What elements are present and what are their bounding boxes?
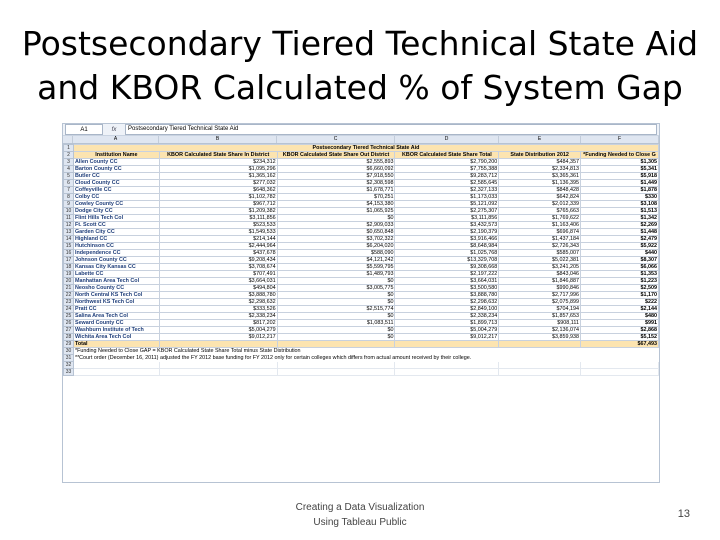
funding-needed-cell[interactable]: $2,479 (580, 236, 658, 243)
share-out-district-cell[interactable]: $4,121,242 (277, 257, 395, 264)
table-row (64, 250, 659, 257)
total-empty-cell[interactable] (395, 341, 499, 348)
funding-needed-cell[interactable]: $1,353 (580, 271, 658, 278)
empty-cell[interactable] (580, 362, 658, 369)
funding-needed-cell[interactable]: $991 (580, 320, 658, 327)
state-distribution-cell[interactable]: $642,824 (499, 194, 581, 201)
empty-cell[interactable] (580, 369, 658, 376)
table-row (64, 166, 659, 173)
share-out-district-cell[interactable]: $5,599,795 (277, 264, 395, 271)
share-out-district-cell[interactable]: $0 (277, 313, 395, 320)
share-out-district-cell[interactable]: $0 (277, 299, 395, 306)
share-total-cell[interactable]: $9,283,712 (395, 173, 499, 180)
institution-name-cell[interactable]: Hutchinson CC (73, 243, 159, 250)
table-row (64, 334, 659, 341)
row-number: 23 (64, 299, 74, 306)
share-in-district-cell[interactable]: $333,526 (159, 306, 277, 313)
share-out-district-cell[interactable]: $2,308,598 (277, 180, 395, 187)
row-number: 12 (64, 222, 74, 229)
table-row (64, 180, 659, 187)
table-row (64, 229, 659, 236)
column-header-row (63, 136, 659, 144)
share-total-cell[interactable]: $5,004,279 (395, 327, 499, 334)
row-number: 30 (64, 348, 74, 355)
share-total-cell[interactable]: $2,849,100 (395, 306, 499, 313)
share-total-cell[interactable]: $2,585,645 (395, 180, 499, 187)
page-number: 13 (677, 508, 690, 520)
share-total-cell[interactable]: $2,790,200 (395, 159, 499, 166)
funding-needed-cell[interactable]: $2,509 (580, 285, 658, 292)
funding-needed-cell[interactable]: $2,144 (580, 306, 658, 313)
institution-name-cell[interactable]: Northwest KS Tech Col (73, 299, 159, 306)
fx-icon[interactable]: fx (111, 126, 117, 133)
state-distribution-cell[interactable]: $585,007 (499, 250, 581, 257)
row-number: 9 (64, 201, 74, 208)
table-row (64, 243, 659, 250)
share-total-cell[interactable]: $3,111,856 (395, 215, 499, 222)
state-distribution-cell[interactable]: $2,012,339 (499, 201, 581, 208)
share-total-cell[interactable]: $5,121,092 (395, 201, 499, 208)
institution-name-cell[interactable]: Cloud County CC (73, 180, 159, 187)
state-distribution-cell[interactable]: $3,859,938 (499, 334, 581, 341)
funding-needed-cell[interactable]: $1,513 (580, 208, 658, 215)
table-row (64, 264, 659, 271)
state-distribution-cell[interactable]: $1,846,887 (499, 278, 581, 285)
funding-needed-cell[interactable]: $5,918 (580, 173, 658, 180)
table-row (64, 257, 659, 264)
institution-name-cell[interactable]: Dodge City CC (73, 208, 159, 215)
state-distribution-cell[interactable]: $2,136,074 (499, 327, 581, 334)
empty-cell[interactable] (499, 362, 581, 369)
share-out-district-cell[interactable]: $2,515,774 (277, 306, 395, 313)
empty-cell[interactable] (277, 362, 395, 369)
empty-cell[interactable] (277, 369, 395, 376)
share-out-district-cell[interactable]: $2,555,893 (277, 159, 395, 166)
funding-needed-cell[interactable]: $5,341 (580, 166, 658, 173)
row-number: 3 (64, 159, 74, 166)
empty-cell[interactable] (395, 362, 499, 369)
empty-cell[interactable] (159, 362, 277, 369)
share-in-district-cell[interactable]: $967,712 (159, 201, 277, 208)
row-number: 24 (64, 306, 74, 313)
share-out-district-cell[interactable]: $0 (277, 327, 395, 334)
total-empty-cell[interactable] (159, 341, 277, 348)
institution-name-cell[interactable]: Ft. Scott CC (73, 222, 159, 229)
table-row (64, 194, 659, 201)
share-out-district-cell[interactable]: $1,678,771 (277, 187, 395, 194)
share-total-cell[interactable]: $1,899,713 (395, 320, 499, 327)
state-distribution-cell[interactable]: $908,111 (499, 320, 581, 327)
state-distribution-cell[interactable]: $3,365,361 (499, 173, 581, 180)
institution-name-cell[interactable]: Colby CC (73, 194, 159, 201)
share-total-cell[interactable]: $3,888,780 (395, 292, 499, 299)
share-out-district-cell[interactable]: $6,204,020 (277, 243, 395, 250)
share-total-cell[interactable]: $1,025,768 (395, 250, 499, 257)
funding-needed-cell[interactable]: $3,108 (580, 201, 658, 208)
row-number: 6 (64, 180, 74, 187)
empty-cell[interactable] (159, 369, 277, 376)
spreadsheet-screenshot (62, 123, 660, 483)
share-in-district-cell[interactable]: $1,095,296 (159, 166, 277, 173)
total-row (64, 341, 659, 348)
table-row (64, 215, 659, 222)
share-total-cell[interactable]: $9,308,668 (395, 264, 499, 271)
state-distribution-cell[interactable]: $3,241,205 (499, 264, 581, 271)
total-value-cell[interactable]: $67,493 (580, 341, 658, 348)
row-number: 14 (64, 236, 74, 243)
row-number: 16 (64, 250, 74, 257)
table-row (64, 271, 659, 278)
share-in-district-cell[interactable]: $3,888,780 (159, 292, 277, 299)
empty-cell[interactable] (73, 369, 159, 376)
state-distribution-cell[interactable]: $843,046 (499, 271, 581, 278)
share-out-district-cell[interactable]: $588,090 (277, 250, 395, 257)
table-row (64, 306, 659, 313)
share-total-cell[interactable]: $3,916,466 (395, 236, 499, 243)
header-share-total[interactable]: KBOR Calculated State Share Total (395, 152, 499, 159)
share-in-district-cell[interactable]: $2,298,632 (159, 299, 277, 306)
institution-name-cell[interactable]: Garden City CC (73, 229, 159, 236)
funding-needed-cell[interactable]: $1,448 (580, 229, 658, 236)
share-out-district-cell[interactable]: $4,153,380 (277, 201, 395, 208)
note-1-cell[interactable]: *Funding Needed to Close GAP = KBOR Calculated State Share Total minus State Distribution (74, 348, 301, 354)
share-in-district-cell[interactable]: $234,312 (159, 159, 277, 166)
share-in-district-cell[interactable]: $437,678 (159, 250, 277, 257)
table-row (64, 222, 659, 229)
share-in-district-cell[interactable]: $707,491 (159, 271, 277, 278)
share-out-district-cell[interactable]: $3,702,322 (277, 236, 395, 243)
share-in-district-cell[interactable]: $3,111,856 (159, 215, 277, 222)
row-number: 27 (64, 327, 74, 334)
total-label-cell[interactable]: Total (73, 341, 159, 348)
funding-needed-cell[interactable]: $222 (580, 299, 658, 306)
column-header-c[interactable]: C (277, 136, 395, 143)
row-number: 11 (64, 215, 74, 222)
slide-title (20, 22, 700, 110)
share-out-district-cell[interactable]: $0 (277, 278, 395, 285)
share-in-district-cell[interactable]: $1,102,782 (159, 194, 277, 201)
table-row (64, 292, 659, 299)
state-distribution-cell[interactable]: $1,857,653 (499, 313, 581, 320)
funding-needed-cell[interactable]: $440 (580, 250, 658, 257)
share-total-cell[interactable]: $13,329,708 (395, 257, 499, 264)
note-row (64, 355, 659, 362)
table-row (64, 285, 659, 292)
share-in-district-cell[interactable]: $9,208,434 (159, 257, 277, 264)
institution-name-cell[interactable]: Pratt CC (73, 306, 159, 313)
share-total-cell[interactable]: $9,012,217 (395, 334, 499, 341)
table-row (64, 299, 659, 306)
share-out-district-cell[interactable]: $0 (277, 292, 395, 299)
row-number: 5 (64, 173, 74, 180)
institution-name-cell[interactable]: Neosho County CC (73, 285, 159, 292)
empty-cell[interactable] (395, 369, 499, 376)
row-number: 31 (64, 355, 74, 362)
table-row (64, 173, 659, 180)
empty-cell[interactable] (499, 369, 581, 376)
column-header-a[interactable]: A (73, 136, 159, 143)
institution-name-cell[interactable]: Barton County CC (73, 166, 159, 173)
share-in-district-cell[interactable]: $9,012,217 (159, 334, 277, 341)
share-in-district-cell[interactable]: $2,338,234 (159, 313, 277, 320)
funding-needed-cell[interactable]: $1,170 (580, 292, 658, 299)
note-row (64, 348, 659, 355)
funding-needed-cell[interactable]: $1,223 (580, 278, 658, 285)
state-distribution-cell[interactable]: $1,163,406 (499, 222, 581, 229)
total-empty-cell[interactable] (277, 341, 395, 348)
institution-name-cell[interactable]: Coffeyville CC (73, 187, 159, 194)
sheet-title-row (64, 145, 659, 152)
institution-name-cell[interactable]: Manhattan Area Tech Col (73, 278, 159, 285)
state-distribution-cell[interactable]: $1,437,184 (499, 236, 581, 243)
share-out-district-cell[interactable]: $7,918,550 (277, 173, 395, 180)
column-header-e[interactable]: E (499, 136, 581, 143)
share-total-cell[interactable]: $3,432,573 (395, 222, 499, 229)
institution-name-cell[interactable]: Wichita Area Tech Col (73, 334, 159, 341)
state-distribution-cell[interactable]: $2,334,813 (499, 166, 581, 173)
share-in-district-cell[interactable]: $277,032 (159, 180, 277, 187)
share-total-cell[interactable]: $2,298,632 (395, 299, 499, 306)
share-in-district-cell[interactable]: $494,804 (159, 285, 277, 292)
state-distribution-cell[interactable]: $696,874 (499, 229, 581, 236)
table-row (64, 313, 659, 320)
funding-needed-cell[interactable]: $8,307 (580, 257, 658, 264)
share-out-district-cell[interactable]: $0 (277, 334, 395, 341)
share-out-district-cell[interactable]: $1,065,925 (277, 208, 395, 215)
row-number: 2 (64, 152, 74, 159)
row-number: 21 (64, 285, 74, 292)
header-share-out-district[interactable]: KBOR Calculated State Share Out District (277, 152, 395, 159)
funding-needed-cell[interactable]: $2,269 (580, 222, 658, 229)
institution-name-cell[interactable]: Salina Area Tech Col (73, 313, 159, 320)
share-total-cell[interactable]: $2,197,222 (395, 271, 499, 278)
state-distribution-cell[interactable]: $2,726,343 (499, 243, 581, 250)
column-header-b[interactable]: B (159, 136, 277, 143)
state-distribution-cell[interactable]: $765,663 (499, 208, 581, 215)
name-box[interactable]: A1 (65, 124, 103, 135)
share-total-cell[interactable]: $3,500,580 (395, 285, 499, 292)
formula-input[interactable]: Postsecondary Tiered Technical State Aid (125, 124, 657, 135)
row-number: 26 (64, 320, 74, 327)
state-distribution-cell[interactable]: $848,428 (499, 187, 581, 194)
institution-name-cell[interactable]: Seward County CC (73, 320, 159, 327)
formula-bar (63, 124, 659, 136)
share-in-district-cell[interactable]: $2,444,964 (159, 243, 277, 250)
institution-name-cell[interactable]: Washburn Institute of Tech (73, 327, 159, 334)
funding-needed-cell[interactable]: $6,066 (580, 264, 658, 271)
table-row (64, 159, 659, 166)
share-in-district-cell[interactable]: $648,362 (159, 187, 277, 194)
row-number: 17 (64, 257, 74, 264)
share-total-cell[interactable]: $2,275,307 (395, 208, 499, 215)
column-header-d[interactable]: D (395, 136, 499, 143)
share-out-district-cell[interactable]: $1,083,511 (277, 320, 395, 327)
share-in-district-cell[interactable]: $3,708,674 (159, 264, 277, 271)
header-share-in-district[interactable]: KBOR Calculated State Share In District (159, 152, 277, 159)
institution-name-cell[interactable]: Independence CC (73, 250, 159, 257)
table-row (64, 201, 659, 208)
share-in-district-cell[interactable]: $1,365,162 (159, 173, 277, 180)
table-row (64, 278, 659, 285)
row-number: 8 (64, 194, 74, 201)
institution-name-cell[interactable]: Butler CC (73, 173, 159, 180)
header-state-distribution[interactable]: State Distribution 2012 (499, 152, 581, 159)
institution-name-cell[interactable]: Labette CC (73, 271, 159, 278)
share-in-district-cell[interactable]: $523,533 (159, 222, 277, 229)
table-row (64, 208, 659, 215)
row-number: 10 (64, 208, 74, 215)
funding-needed-cell[interactable]: $1,305 (580, 159, 658, 166)
table-row (64, 320, 659, 327)
share-in-district-cell[interactable]: $3,664,031 (159, 278, 277, 285)
state-distribution-cell[interactable]: $2,717,996 (499, 292, 581, 299)
blank-row (64, 369, 659, 376)
table-row (64, 327, 659, 334)
row-number: 4 (64, 166, 74, 173)
table-row (64, 236, 659, 243)
funding-needed-cell[interactable]: $480 (580, 313, 658, 320)
note-2-cell[interactable]: **Court order (December 16, 2011) adjusted the FY 2012 base funding for FY 2012 only for certain colleges which differs from actual amount received by their college. (74, 355, 472, 361)
share-total-cell[interactable]: $8,648,984 (395, 243, 499, 250)
funding-needed-cell[interactable]: $1,878 (580, 187, 658, 194)
state-distribution-cell[interactable]: $990,846 (499, 285, 581, 292)
share-out-district-cell[interactable]: $70,251 (277, 194, 395, 201)
state-distribution-cell[interactable]: $5,022,381 (499, 257, 581, 264)
share-out-district-cell[interactable]: $0,650,848 (277, 229, 395, 236)
funding-needed-cell[interactable]: $5,922 (580, 243, 658, 250)
header-row (64, 152, 659, 159)
table-row (64, 187, 659, 194)
institution-name-cell[interactable]: Kansas City Kansas CC (73, 264, 159, 271)
row-number: 28 (64, 334, 74, 341)
row-number: 32 (64, 362, 74, 369)
state-distribution-cell[interactable]: $2,075,899 (499, 299, 581, 306)
institution-name-cell[interactable]: Cowley County CC (73, 201, 159, 208)
column-header-f[interactable]: F (581, 136, 659, 143)
institution-name-cell[interactable]: Allen County CC (73, 159, 159, 166)
row-number: 13 (64, 229, 74, 236)
row-number: 20 (64, 278, 74, 285)
share-total-cell[interactable]: $7,755,388 (395, 166, 499, 173)
row-number: 25 (64, 313, 74, 320)
share-in-district-cell[interactable]: $1,549,533 (159, 229, 277, 236)
row-number: 29 (64, 341, 74, 348)
share-in-district-cell[interactable]: $1,209,382 (159, 208, 277, 215)
row-number: 1 (64, 145, 74, 152)
institution-name-cell[interactable]: Johnson County CC (73, 257, 159, 264)
share-total-cell[interactable]: $1,173,033 (395, 194, 499, 201)
share-out-district-cell[interactable]: $1,489,793 (277, 271, 395, 278)
funding-needed-cell[interactable]: $2,868 (580, 327, 658, 334)
sheet-title-cell[interactable]: Postsecondary Tiered Technical State Aid (73, 145, 658, 152)
funding-needed-cell[interactable]: $330 (580, 194, 658, 201)
select-all-corner[interactable] (63, 136, 73, 143)
share-out-district-cell[interactable]: $2,909,033 (277, 222, 395, 229)
spreadsheet-grid (63, 144, 659, 376)
footer-line-2: Using Tableau Public (313, 517, 407, 528)
share-total-cell[interactable]: $2,190,379 (395, 229, 499, 236)
state-distribution-cell[interactable]: $704,194 (499, 306, 581, 313)
row-number: 19 (64, 271, 74, 278)
header-institution-name[interactable]: Institution Name (73, 152, 159, 159)
share-out-district-cell[interactable]: $3,005,775 (277, 285, 395, 292)
row-number: 22 (64, 292, 74, 299)
header-funding-needed[interactable]: *Funding Needed to Close G (580, 152, 658, 159)
funding-needed-cell[interactable]: $1,449 (580, 180, 658, 187)
share-in-district-cell[interactable]: $817,202 (159, 320, 277, 327)
total-empty-cell[interactable] (499, 341, 581, 348)
share-in-district-cell[interactable]: $5,004,279 (159, 327, 277, 334)
institution-name-cell[interactable]: Flint Hills Tech Col (73, 215, 159, 222)
share-out-district-cell[interactable]: $0 (277, 215, 395, 222)
state-distribution-cell[interactable]: $1,136,395 (499, 180, 581, 187)
share-total-cell[interactable]: $3,664,031 (395, 278, 499, 285)
slide-footer (270, 500, 450, 530)
row-number: 33 (64, 369, 74, 376)
empty-cell[interactable] (73, 362, 159, 369)
state-distribution-cell[interactable]: $1,769,622 (499, 215, 581, 222)
funding-needed-cell[interactable]: $1,342 (580, 215, 658, 222)
row-number: 7 (64, 187, 74, 194)
share-total-cell[interactable]: $2,327,133 (395, 187, 499, 194)
institution-name-cell[interactable]: North Central KS Tech Col (73, 292, 159, 299)
share-in-district-cell[interactable]: $214,144 (159, 236, 277, 243)
funding-needed-cell[interactable]: $5,152 (580, 334, 658, 341)
row-number: 18 (64, 264, 74, 271)
slide-title-line-1: Postsecondary Tiered Technical State Aid (21, 24, 699, 63)
institution-name-cell[interactable]: Highland CC (73, 236, 159, 243)
row-number: 15 (64, 243, 74, 250)
share-out-district-cell[interactable]: $6,660,092 (277, 166, 395, 173)
state-distribution-cell[interactable]: $484,357 (499, 159, 581, 166)
footer-line-1: Creating a Data Visualization (295, 502, 425, 513)
blank-row (64, 362, 659, 369)
slide-title-line-2: and KBOR Calculated % of System Gap (37, 68, 683, 107)
share-total-cell[interactable]: $2,338,234 (395, 313, 499, 320)
